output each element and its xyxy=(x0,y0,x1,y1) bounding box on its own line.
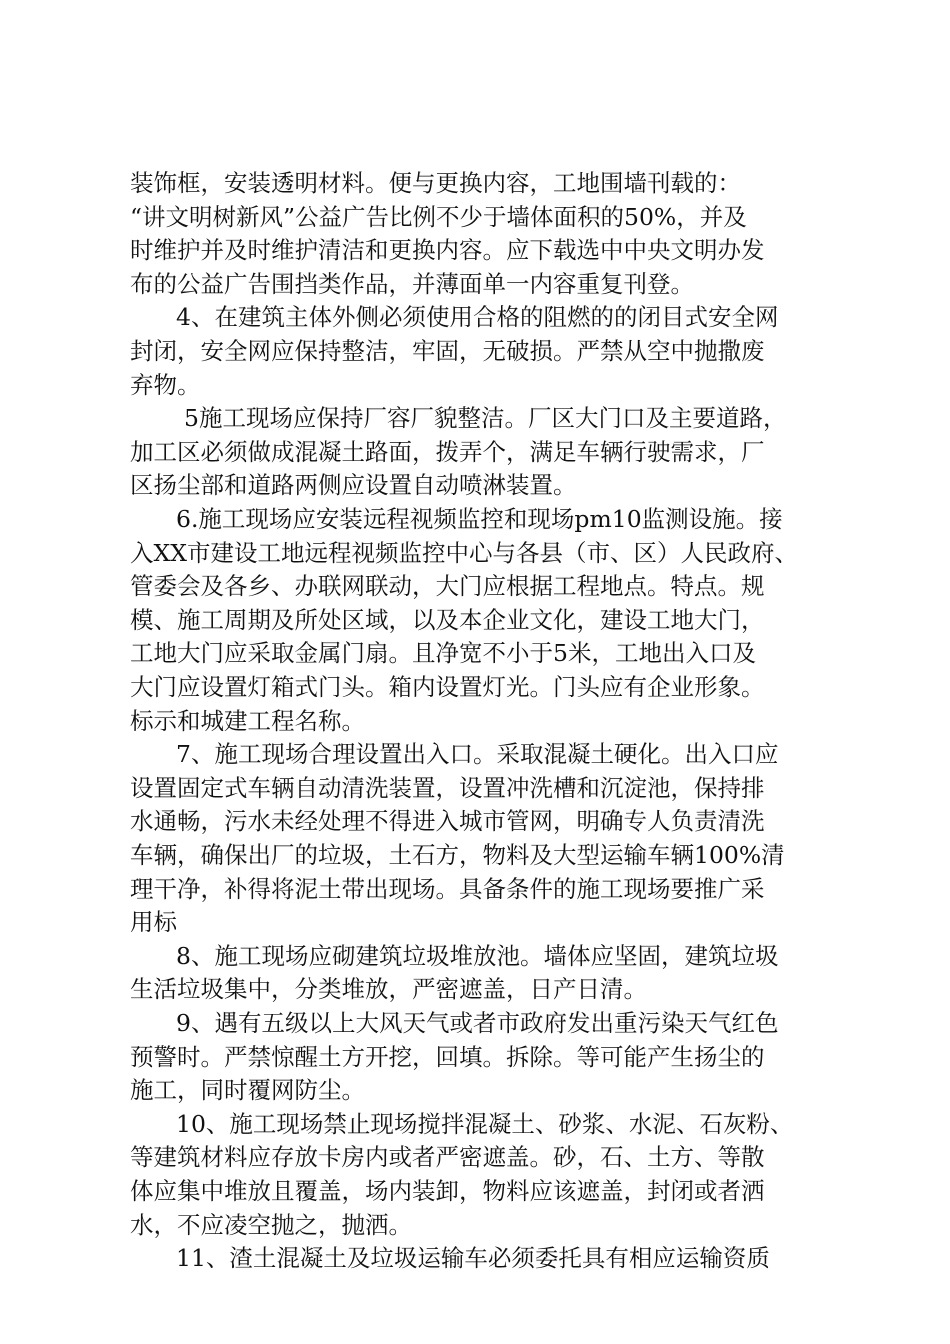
text-line: 11、渣土混凝土及垃圾运输车必须委托具有相应运输资质 xyxy=(176,1244,770,1273)
text-line: 车辆，确保出厂的垃圾，土石方，物料及大型运输车辆100%清 xyxy=(130,841,785,869)
text-line: 弃物。 xyxy=(130,370,201,399)
text-line: 管委会及各乡、办联网联动，大门应根据工程地点。特点。规 xyxy=(130,572,765,601)
text-line: 大门应设置灯箱式门头。箱内设置灯光。门头应有企业形象。 xyxy=(130,673,765,701)
text-line: 5施工现场应保持厂容厂貌整洁。厂区大门口及主要道路， xyxy=(184,404,787,433)
text-line: 加工区必须做成混凝土路面，拨弄个，满足车辆行驶需求，厂 xyxy=(130,437,765,466)
text-line: 9、遇有五级以上大风天气或者市政府发出重污染天气红色 xyxy=(176,1009,779,1037)
text-line: 7、施工现场合理设置出入口。采取混凝土硬化。出入口应 xyxy=(176,740,779,769)
text-line: 生活垃圾集中，分类堆放，严密遮盖，日产日清。 xyxy=(130,975,647,1004)
text-line: 装饰框，安装透明材料。便与更换内容，工地围墙刊载的： xyxy=(130,169,741,197)
text-line: “讲文明树新风”公益广告比例不少于墙体面积的50%，并及 xyxy=(130,202,747,231)
text-line: 入XX市建设工地远程视频监控中心与各县（市、区）人民政府、 xyxy=(130,538,798,567)
text-line: 施工，同时覆网防尘。 xyxy=(130,1076,365,1105)
text-line: 10、施工现场禁止现场搅拌混凝土、砂浆、水泥、石灰粉、 xyxy=(176,1109,794,1138)
text-line: 布的公益广告围挡类作品，并薄面单一内容重复刊登。 xyxy=(130,269,694,298)
text-line: 等建筑材料应存放卡房内或者严密遮盖。砂，石、土方、等散 xyxy=(130,1143,765,1172)
text-line: 预警时。严禁惊醒土方开挖，回填。拆除。等可能产生扬尘的 xyxy=(130,1042,765,1071)
text-line: 水，不应凌空抛之，抛洒。 xyxy=(130,1210,412,1239)
text-line: 体应集中堆放且覆盖，场内装卸，物料应该遮盖，封闭或者洒 xyxy=(130,1177,765,1205)
text-line: 用标 xyxy=(130,908,177,937)
text-line: 时维护并及时维护清洁和更换内容。应下载选中中央文明办发 xyxy=(130,236,765,265)
text-line: 区扬尘部和道路两侧应设置自动喷淋装置。 xyxy=(130,471,577,500)
text-line: 标示和城建工程名称。 xyxy=(130,706,365,735)
text-line: 4、在建筑主体外侧必须使用合格的阻燃的的闭目式安全网 xyxy=(176,303,779,332)
text-line: 封闭，安全网应保持整洁，牢固，无破损。严禁从空中抛撒废 xyxy=(130,337,765,365)
text-line: 水通畅，污水未经处理不得进入城市管网，明确专人负责清洗 xyxy=(130,807,765,836)
text-line: 模、施工周期及所处区域，以及本企业文化，建设工地大门， xyxy=(130,605,765,634)
text-line: 工地大门应采取金属门扇。且净宽不小于5米，工地出入口及 xyxy=(130,639,756,668)
text-line: 设置固定式车辆自动清洗装置，设置冲洗槽和沉淀池，保持排 xyxy=(130,773,765,802)
text-line: 理干净，补得将泥土带出现场。具备条件的施工现场要推广采 xyxy=(130,874,765,903)
text-line: 8、施工现场应砌建筑垃圾堆放池。墙体应坚固，建筑垃圾 xyxy=(176,941,779,970)
text-line: 6.施工现场应安装远程视频监控和现场pm10监测设施。接 xyxy=(176,505,783,533)
